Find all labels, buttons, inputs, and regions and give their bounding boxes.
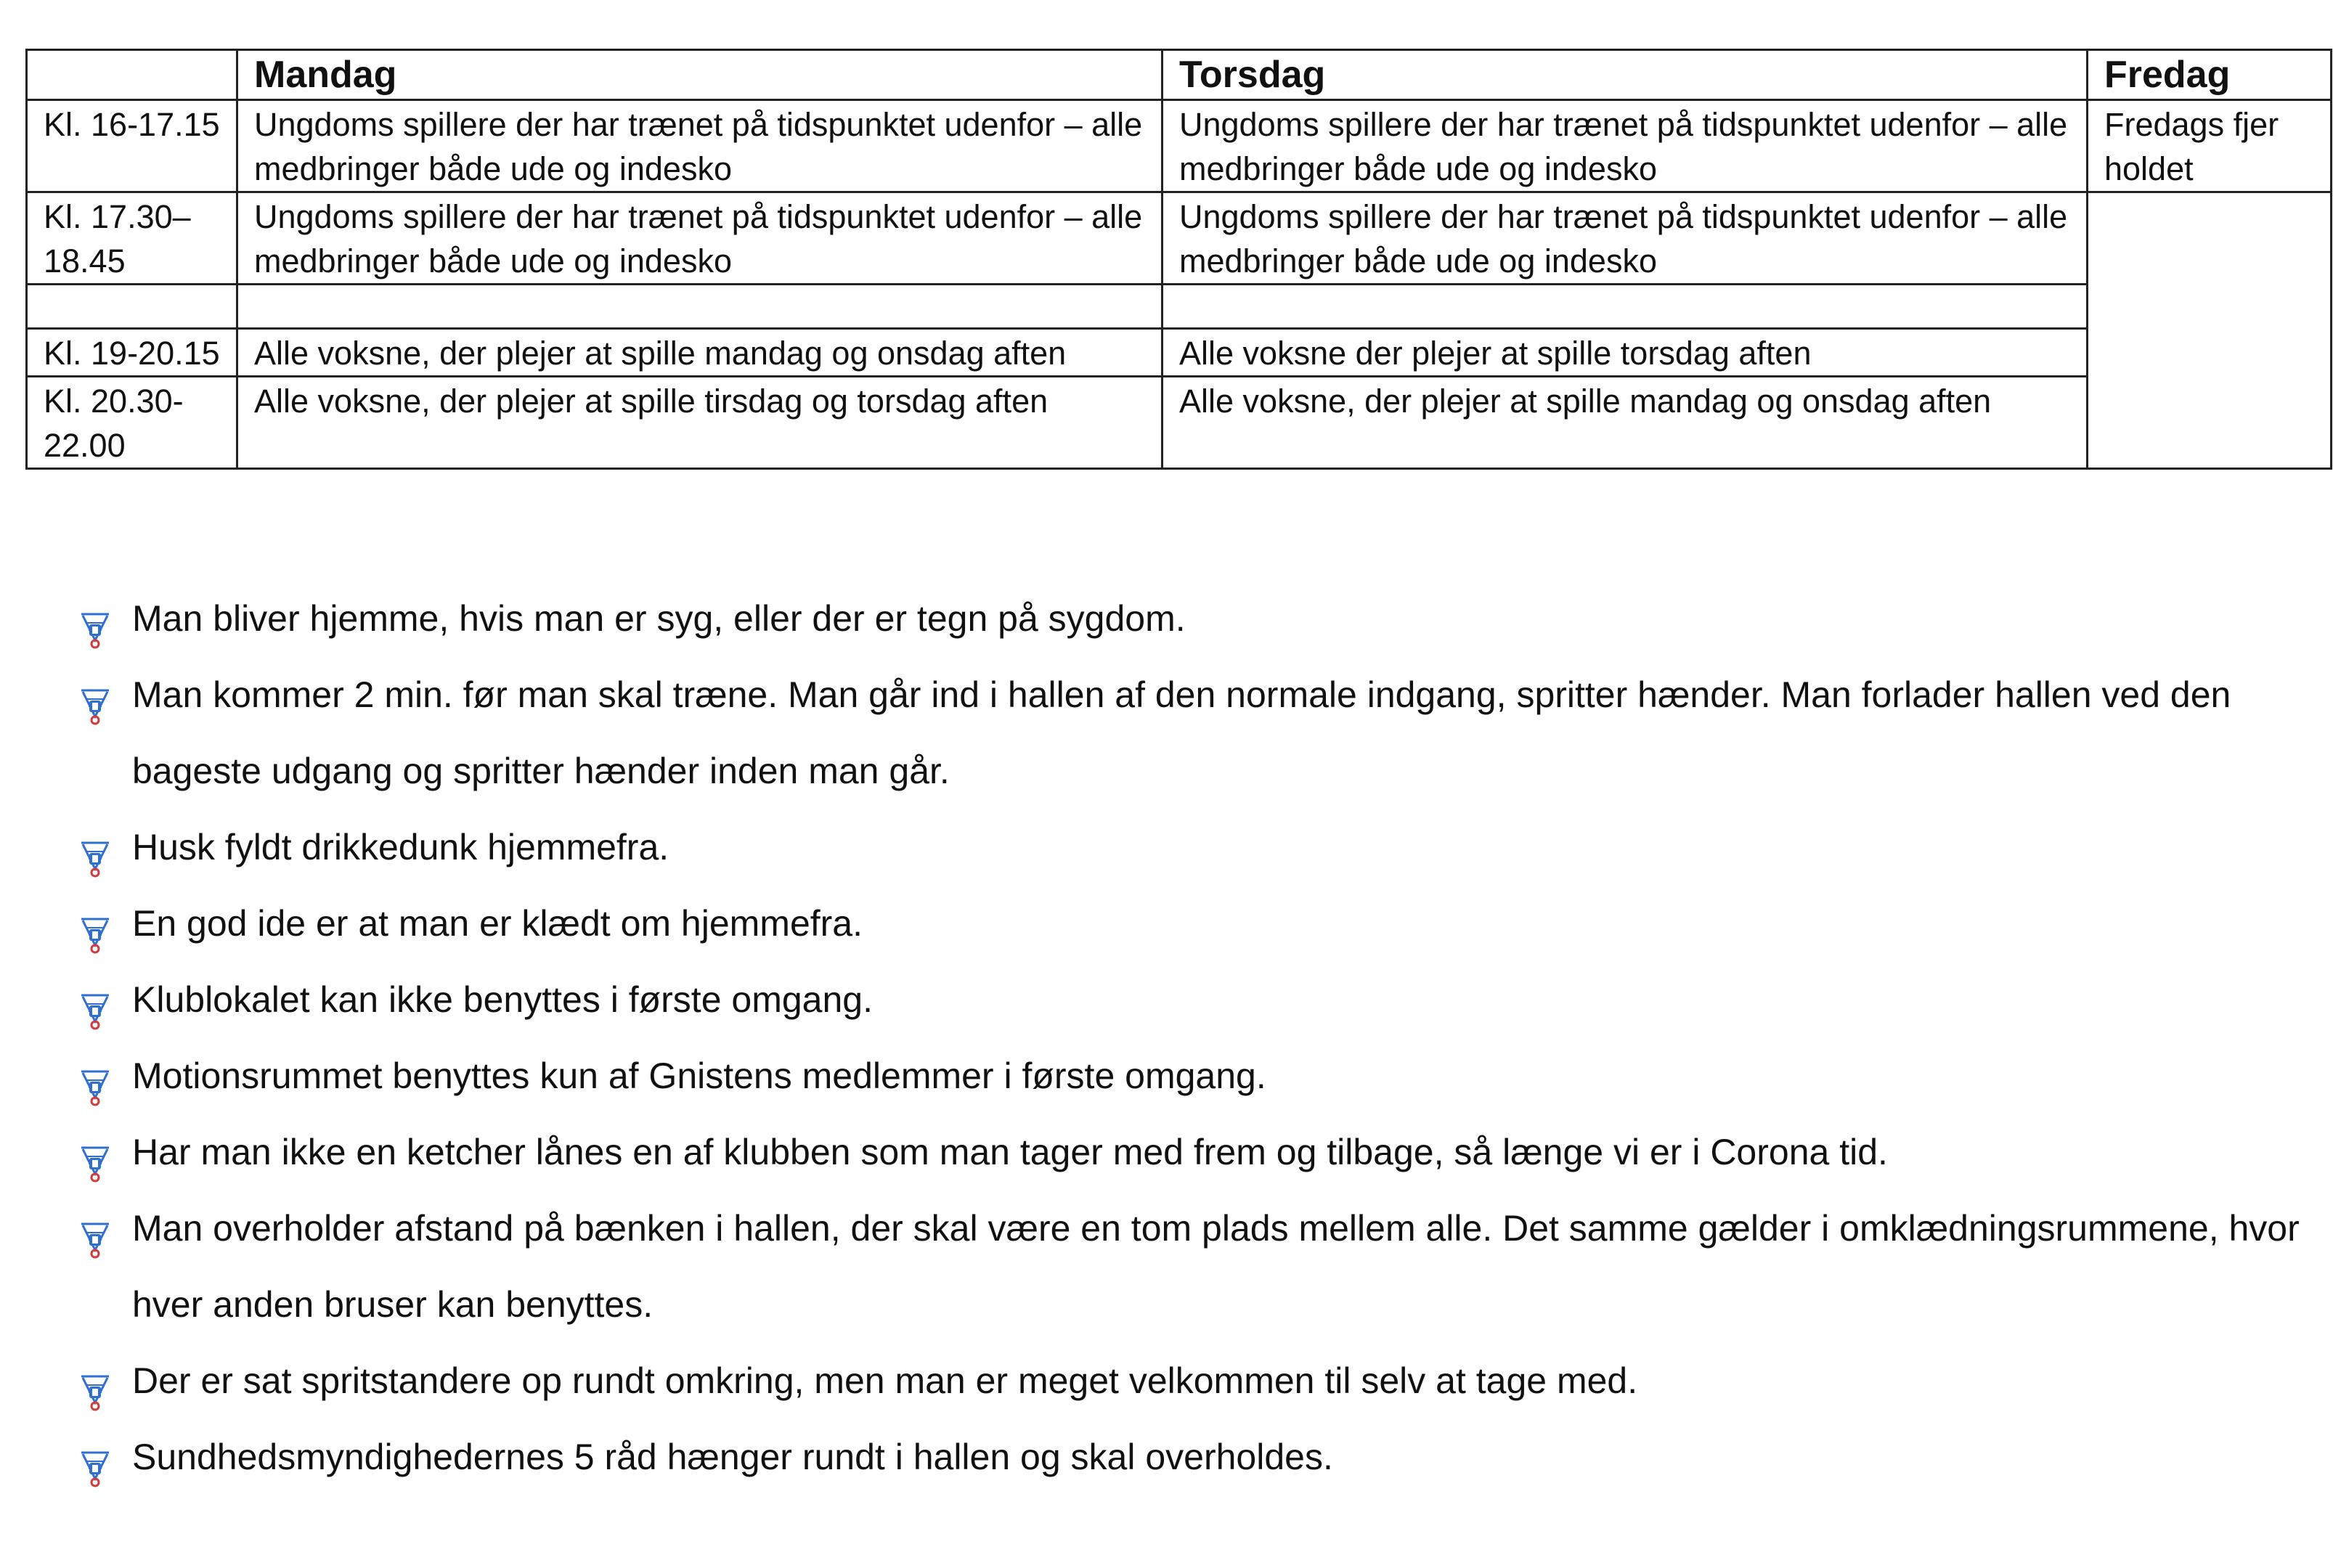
list-item (80, 657, 2309, 809)
list-item (80, 1191, 2309, 1343)
torsdag-cell: Alle voksne, der plejer at spille mandag og onsdag aften (1163, 377, 2088, 469)
time-cell: Kl. 17.30–18.45 (27, 192, 237, 285)
rule-text: Husk fyldt drikkedunk hjemmefra. (132, 827, 669, 867)
list-item (80, 809, 2309, 886)
time-cell: Kl. 20.30-22.00 (27, 377, 237, 469)
badminton-club-logo-icon (80, 1437, 110, 1475)
rule-text: Der er sat spritstandere op rundt omkring, men man er meget velkommen til selv at tage med. (132, 1360, 1638, 1401)
mandag-cell: Alle voksne, der plejer at spille tirsdag og torsdag aften (237, 377, 1163, 469)
header-row (27, 50, 2332, 100)
torsdag-cell: Ungdoms spillere der har trænet på tidspunktet udenfor – alle medbringer både ude og indesko (1163, 100, 2088, 192)
rule-text: Har man ikke en ketcher lånes en af klubben som man tager med frem og tilbage, så længe vi er i Corona tid. (132, 1132, 1888, 1172)
header-empty-cell (27, 50, 237, 100)
header-torsdag: Torsdag (1163, 50, 2088, 100)
rule-text: Man kommer 2 min. før man skal træne. Man går ind i hallen af den normale indgang, spritter hænder. Man forlader hallen ved den bageste udgang og spritter hænder inden man går. (132, 674, 2231, 791)
schedule-table (25, 49, 2332, 470)
mandag-cell: Ungdoms spillere der har trænet på tidspunktet udenfor – alle medbringer både ude og indesko (237, 192, 1163, 285)
list-item (80, 1038, 2309, 1114)
rules-list (80, 581, 2309, 1495)
rule-text: En god ide er at man er klædt om hjemmefra. (132, 903, 863, 944)
fredag-cell: Fredags fjer holdet (2088, 100, 2332, 192)
list-item (80, 886, 2309, 962)
list-item (80, 1114, 2309, 1191)
badminton-club-logo-icon (80, 1209, 110, 1246)
time-cell: Kl. 16-17.15 (27, 100, 237, 192)
list-item (80, 1343, 2309, 1419)
badminton-club-logo-icon (80, 675, 110, 713)
rule-text: Man bliver hjemme, hvis man er syg, eller der er tegn på sygdom. (132, 598, 1186, 639)
torsdag-cell (1163, 285, 2088, 329)
mandag-cell (237, 285, 1163, 329)
table-row (27, 329, 2332, 377)
badminton-club-logo-icon (80, 1132, 110, 1170)
table-row (27, 100, 2332, 192)
header-mandag: Mandag (237, 50, 1163, 100)
torsdag-cell: Ungdoms spillere der har trænet på tidspunktet udenfor – alle medbringer både ude og indesko (1163, 192, 2088, 285)
list-item (80, 1419, 2309, 1495)
badminton-club-logo-icon (80, 904, 110, 942)
badminton-club-logo-icon (80, 980, 110, 1018)
badminton-club-logo-icon (80, 828, 110, 865)
time-cell: Kl. 19-20.15 (27, 329, 237, 377)
mandag-cell: Ungdoms spillere der har trænet på tidspunktet udenfor – alle medbringer både ude og indesko (237, 100, 1163, 192)
table-row (27, 192, 2332, 285)
rule-text: Motionsrummet benyttes kun af Gnistens medlemmer i første omgang. (132, 1055, 1266, 1096)
mandag-cell: Alle voksne, der plejer at spille mandag og onsdag aften (237, 329, 1163, 377)
list-item (80, 962, 2309, 1038)
rule-text: Man overholder afstand på bænken i hallen, der skal være en tom plads mellem alle. Det samme gælder i omklædningsrummene, hvor hver anden bruser kan benyttes. (132, 1208, 2300, 1325)
list-item (80, 581, 2309, 657)
rule-text: Klublokalet kan ikke benyttes i første omgang. (132, 979, 873, 1020)
header-fredag: Fredag (2088, 50, 2332, 100)
table-row (27, 285, 2332, 329)
rule-text: Sundhedsmyndighedernes 5 råd hænger rundt i hallen og skal overholdes. (132, 1437, 1333, 1477)
torsdag-cell: Alle voksne der plejer at spille torsdag aften (1163, 329, 2088, 377)
time-cell (27, 285, 237, 329)
badminton-club-logo-icon (80, 1056, 110, 1094)
badminton-club-logo-icon (80, 599, 110, 637)
fredag-empty-cell (2088, 192, 2332, 469)
table-row (27, 377, 2332, 469)
badminton-club-logo-icon (80, 1361, 110, 1399)
